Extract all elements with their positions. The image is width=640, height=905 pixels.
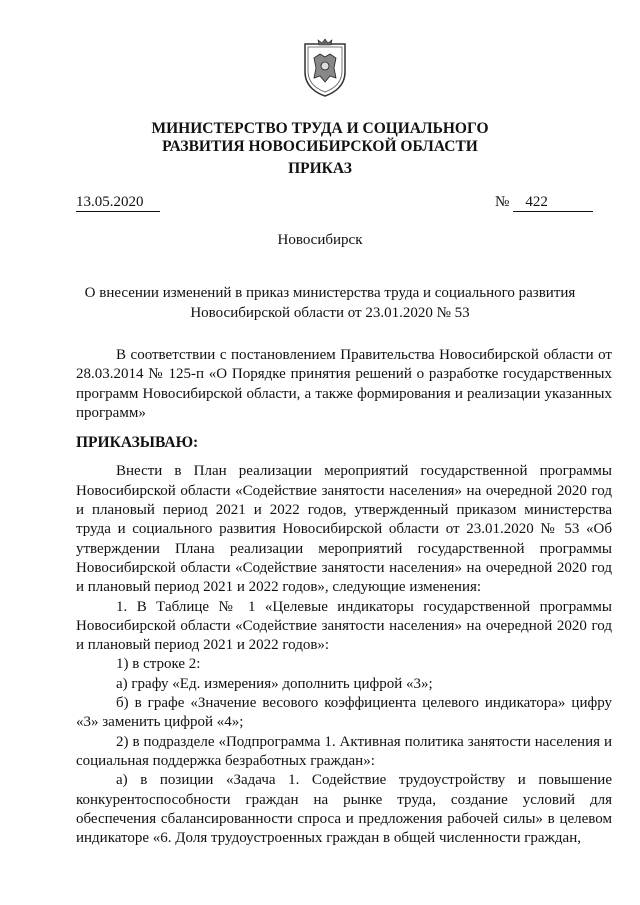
date-value: 13.05.2020 (76, 194, 160, 212)
item-1: 1. В Таблице № 1 «Целевые индикаторы государственной программы Новосибирской области «Содействие занятости населения» на очередной 2020 год и плановый период 2021 и 2022 годов»: (76, 598, 612, 654)
item-1-1-b: б) в графе «Значение весового коэффициента целевого индикатора» цифру «3» заменить цифрой «4»; (76, 695, 612, 731)
document-subject: О внесении изменений в приказ министерства труда и социального развития Новосибирской области от 23.01.2020 № 53 (84, 285, 576, 321)
document-body (76, 346, 612, 848)
number-label: № (495, 194, 510, 210)
main-paragraph: Внести в План реализации мероприятий государственной программы Новосибирской области «Содействие занятости населения» на очередной 2020 год и плановый период 2021 и 2022 годов, утвержденный приказом министерства труда и социального развития Новосибирской области от 23.01.2020 № 53 «Об утверждении Плана реализации мероприятий государственной программы Новосибирской области «Содействие занятости населения» на очередной 2020 год и плановый период 2021 и 2022 годов», следующие изменения: (76, 463, 612, 596)
document-date (76, 194, 160, 212)
doc-type: ПРИКАЗ (288, 160, 352, 177)
city: Новосибирск (277, 232, 363, 248)
document-number (495, 194, 593, 212)
ministry-title: МИНИСТЕРСТВО ТРУДА И СОЦИАЛЬНОГО РАЗВИТИЯ НОВОСИБИРСКОЙ ОБЛАСТИ (151, 120, 489, 155)
item-1-2: 2) в подразделе «Подпрограмма 1. Активная политика занятости населения и социальная поддержка безработных граждан»: (76, 733, 612, 769)
order-word: ПРИКАЗЫВАЮ: (76, 434, 199, 452)
preamble: В соответствии с постановлением Правительства Новосибирской области от 28.03.2014 № 125-п «О Порядке принятия решений о разработке государственных программ Новосибирской области, а также формирования и реализации указанных программ» (76, 347, 612, 421)
number-value: 422 (513, 194, 593, 212)
coat-of-arms-icon (300, 38, 350, 98)
item-1-2-a: а) в позиции «Задача 1. Содействие трудоустройству и повышение конкурентоспособности граждан на рынке труда, создание условий для обеспечения сбалансированности спроса и предложения рабочей силы» в целевом индикаторе «6. Доля трудоустроенных граждан в общей численности граждан, (76, 772, 612, 847)
item-1-1-a: а) графу «Ед. измерения» дополнить цифрой «3»; (116, 675, 433, 692)
item-1-1: 1) в строке 2: (116, 656, 201, 673)
